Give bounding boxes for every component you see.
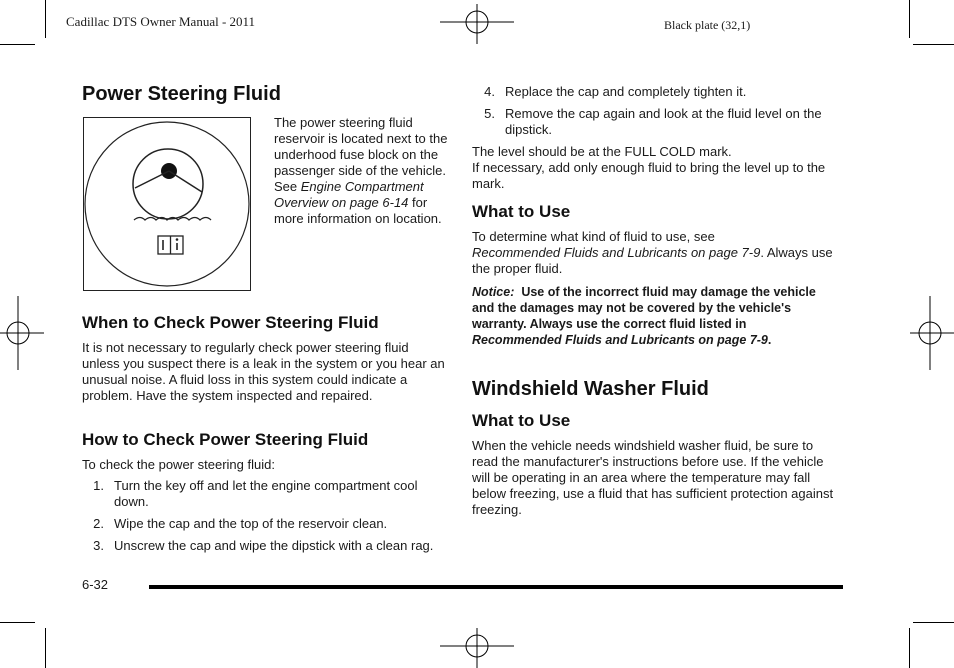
list-item: 2. Wipe the cap and the top of the reservoir clean. bbox=[93, 516, 388, 531]
how-to-check-heading: How to Check Power Steering Fluid bbox=[82, 430, 369, 449]
power-steering-symbol-illustration bbox=[83, 117, 251, 291]
how-to-check-intro: To check the power steering fluid: bbox=[82, 457, 275, 472]
section-title-washer-fluid: Windshield Washer Fluid bbox=[472, 378, 709, 400]
steering-wheel-icon bbox=[84, 118, 250, 290]
fluid-level-text: The level should be at the FULL COLD mark. If necessary, add only enough fluid to bring the level up to the mark. bbox=[472, 144, 826, 191]
how-to-check-steps bbox=[82, 478, 438, 554]
list-item: 5. Remove the cap again and look at the fluid level on the dipstick. bbox=[484, 106, 822, 137]
owner-manual-book-icon bbox=[158, 236, 183, 254]
footer-rule bbox=[149, 585, 843, 589]
section-title-power-steering: Power Steering Fluid bbox=[82, 83, 281, 105]
washer-what-to-use-heading: What to Use bbox=[472, 411, 571, 430]
what-to-use-text: To determine what kind of fluid to use, see Recommended Fluids and Lubricants on page 7-9. Always use the proper fluid. bbox=[472, 229, 833, 276]
registration-mark-left bbox=[0, 296, 44, 370]
when-to-check-text: It is not necessary to regularly check power steering fluid unless you suspect there is a leak in the system or you hear an unusual noise. A fluid loss in this system could indicate a problem. Have the system inspected and repaired. bbox=[82, 340, 445, 403]
registration-mark-right bbox=[910, 296, 954, 370]
plate-label: Black plate (32,1) bbox=[664, 18, 751, 32]
list-item: 3. Unscrew the cap and wipe the dipstick with a clean rag. bbox=[93, 538, 434, 553]
list-item: 4. Replace the cap and completely tighten it. bbox=[484, 84, 747, 99]
registration-mark-top bbox=[440, 4, 514, 44]
registration-mark-bottom bbox=[440, 628, 514, 668]
reservoir-location-text: The power steering fluid reservoir is located next to the underhood fuse block on the passenger side of the vehicle. See Engine Compartment Overview on page 6-14 for more information on location. bbox=[274, 115, 448, 226]
continued-steps bbox=[473, 84, 835, 138]
list-item: 1. Turn the key off and let the engine compartment cool down. bbox=[93, 478, 418, 509]
washer-fluid-text: When the vehicle needs windshield washer fluid, be sure to read the manufacturer's instructions before use. If the vehicle will be operating in an area where the temperature may fall below freezing, use a fluid that has sufficient protection against freezing. bbox=[472, 438, 834, 517]
notice-block: Notice: Use of the incorrect fluid may damage the vehicle and the damages may not be covered by the vehicle's warranty. Always use the correct fluid listed in Recommended Fluids and Lubricants on page 7-9. bbox=[472, 285, 816, 347]
doc-title: Cadillac DTS Owner Manual - 2011 bbox=[66, 14, 256, 29]
engine-compartment-reference[interactable]: Engine Compartment Overview on page 6-14 bbox=[274, 179, 424, 210]
what-to-use-heading: What to Use bbox=[472, 202, 571, 221]
when-to-check-heading: When to Check Power Steering Fluid bbox=[82, 313, 379, 332]
notice-reference[interactable]: Recommended Fluids and Lubricants on page 7-9 bbox=[472, 333, 768, 347]
fluids-lubricants-reference[interactable]: Recommended Fluids and Lubricants on page 7-9 bbox=[472, 245, 761, 260]
notice-label: Notice: bbox=[472, 285, 515, 299]
page-number: 6-32 bbox=[82, 577, 109, 592]
